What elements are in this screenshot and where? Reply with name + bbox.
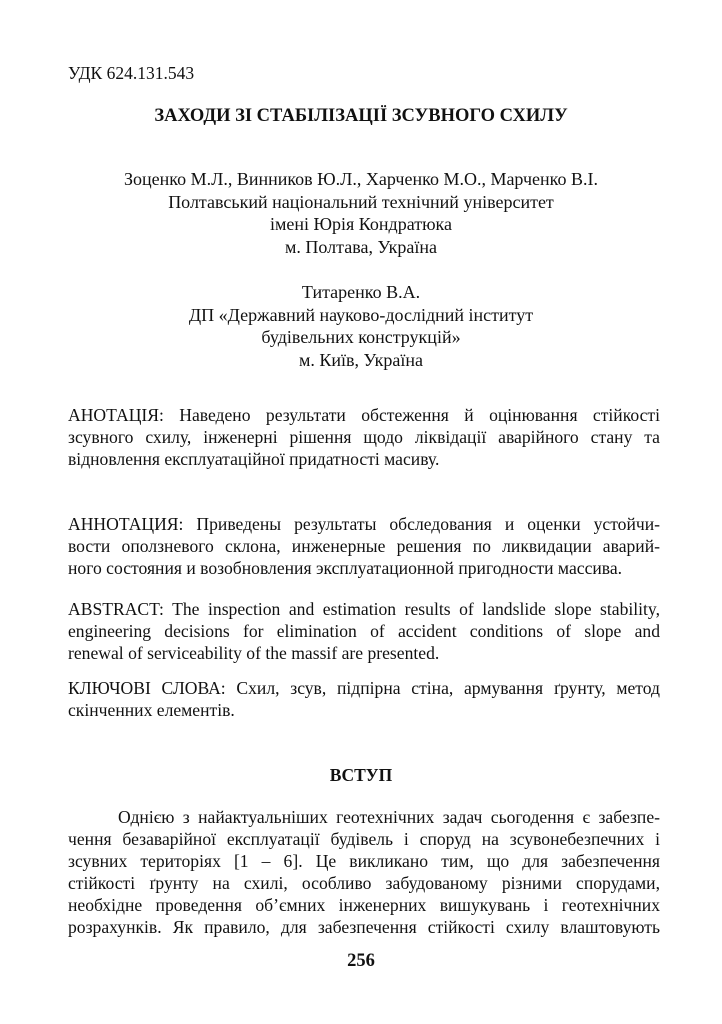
authors-block-2 bbox=[0, 281, 722, 371]
text-line: renewal of serviceability of the massif are presented. bbox=[68, 643, 440, 663]
page-number: 256 bbox=[347, 951, 375, 971]
affiliation-location: м. Полтава, Україна bbox=[285, 236, 437, 257]
udk-code: УДК 624.131.543 bbox=[68, 63, 195, 83]
keywords bbox=[68, 677, 660, 721]
authors-block-1 bbox=[0, 168, 722, 258]
abstract-russian bbox=[68, 513, 660, 579]
text-line: АННОТАЦИЯ: Приведены результаты обследования и оценки устойчи- bbox=[68, 514, 660, 534]
text-line: скінченних елементів. bbox=[68, 700, 235, 720]
affiliation-line: будівельних конструкцій» bbox=[261, 327, 461, 347]
text-line: АНОТАЦІЯ: Наведено результати обстеження й оцінювання стійкості bbox=[68, 405, 660, 425]
affiliation-line: Полтавський національний технічний університет bbox=[168, 191, 554, 212]
intro-paragraph bbox=[68, 806, 660, 938]
text-line: КЛЮЧОВІ СЛОВА: Схил, зсув, підпірна стіна, армування ґрунту, метод bbox=[68, 678, 660, 698]
text-line: вости оползневого склона, инженерные решения по ликвидации аварий- bbox=[68, 536, 660, 556]
section-heading: ВСТУП bbox=[329, 765, 393, 785]
affiliation-line: імені Юрія Кондратюка bbox=[270, 214, 452, 234]
text-line: стійкості ґрунту на схилі, особливо забудованому різними спорудами, bbox=[68, 873, 660, 893]
abstract-ukrainian bbox=[68, 404, 660, 470]
text-line: зсувного схилу, інженерні рішення щодо ліквідації аварійного стану та bbox=[68, 427, 660, 447]
affiliation-line: ДП «Державний науково-дослідний інститут bbox=[188, 304, 534, 325]
author-names: Титаренко В.А. bbox=[301, 282, 421, 302]
text-line: розрахунків. Як правило, для забезпечення стійкості схилу влаштовують bbox=[68, 917, 660, 937]
text-line: engineering decisions for elimination of accident conditions of slope and bbox=[68, 621, 660, 641]
paper-title: ЗАХОДИ ЗІ СТАБІЛІЗАЦІЇ ЗСУВНОГО СХИЛУ bbox=[154, 106, 568, 126]
text-line: чення безаварійної експлуатації будівель і споруд на зсувонебезпечних і bbox=[68, 829, 660, 849]
text-line: зсувних територіях [1 – 6]. Це викликано тим, що для забезпечення bbox=[68, 851, 660, 871]
abstract-english bbox=[68, 598, 660, 664]
text-line: Однією з найактуальніших геотехнічних задач сьогодення є забезпе- bbox=[118, 807, 660, 827]
text-line: необхідне проведення об’ємних інженерних вишукувань і геотехнічних bbox=[68, 895, 660, 915]
text-line: ного состояния и возобновления эксплуатационной пригодности массива. bbox=[68, 558, 623, 578]
text-line: ABSTRACT: The inspection and estimation results of landslide slope stability, bbox=[68, 599, 660, 619]
author-names: Зоценко М.Л., Винников Ю.Л., Харченко М.О., Марченко В.І. bbox=[124, 169, 598, 189]
affiliation-location: м. Київ, Україна bbox=[298, 349, 424, 370]
text-line: відновлення експлуатаційної придатності масиву. bbox=[68, 449, 440, 469]
